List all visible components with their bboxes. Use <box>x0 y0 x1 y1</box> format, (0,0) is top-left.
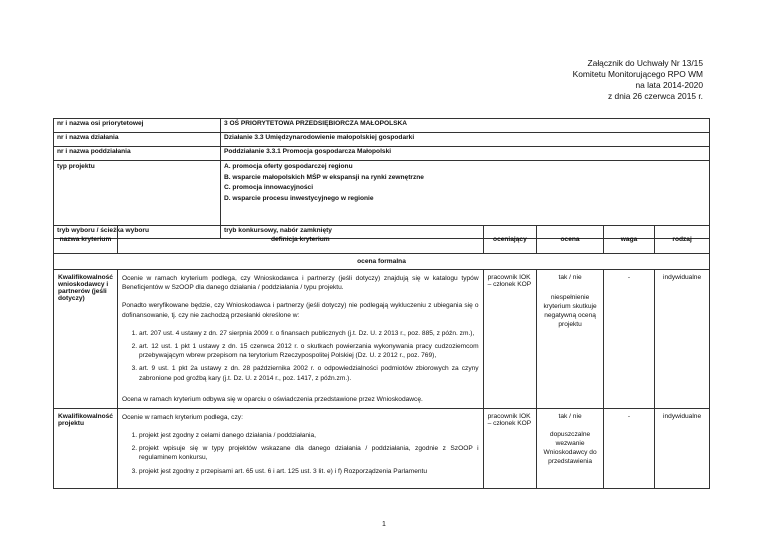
definition-paragraph: Ocenie w ramach kryterium podlega, czy: <box>121 413 243 421</box>
project-type-item: B. wsparcie małopolskich MŚP w ekspansji na rynki zewnętrzne <box>224 173 424 181</box>
meta-value: Poddziałanie 3.3.1 Promocja gospodarcza Małopolski <box>221 147 710 161</box>
col-header-nazwa: nazwa kryterium <box>54 226 118 254</box>
criterion-type: indywidualne <box>655 408 710 488</box>
col-header-rodzaj: rodzaj <box>655 226 710 254</box>
col-header-oceniajacy: oceniający <box>483 226 537 254</box>
evaluator: pracownik IOK – członek KOP <box>483 270 537 409</box>
meta-row-dzialanie <box>54 133 710 147</box>
assessment-value: tak / nie <box>558 274 582 281</box>
criterion-definition <box>117 408 483 488</box>
list-item: 3. projekt jest zgodny z przepisami art. 65 ust. 6 i art. 125 ust. 3 lit. e) i f) Rozporządzenia Parlamentu <box>139 467 479 476</box>
meta-label: nr i nazwa działania <box>54 133 221 147</box>
meta-label: typ projektu <box>54 161 221 226</box>
col-header-ocena: ocena <box>537 226 604 254</box>
assessment <box>537 408 604 488</box>
definition-list <box>122 431 479 476</box>
definition-note: Ocena w ramach kryterium odbywa się w oparciu o oświadczenia przedstawione przez Wnioskodawcę. <box>121 395 423 403</box>
assessment-note: dopuszczalne wezwanie Wnioskodawcy do przedstawienia <box>543 430 597 465</box>
meta-value: tryb konkursowy, nabór zamknięty <box>221 226 710 239</box>
criterion-name: Kwalifikowalność projektu <box>54 408 118 488</box>
criterion-definition <box>117 270 483 409</box>
page-number: 1 <box>382 521 386 528</box>
header-line-3: na lata 2014-2020 <box>635 80 703 90</box>
meta-row-os <box>54 119 710 133</box>
project-type-item: A. promocja oferty gospodarczej regionu <box>224 163 353 170</box>
criterion-type: indywidualne <box>655 270 710 409</box>
list-item: 2. projekt wpisuje się w typy projektów wskazane dla danego działania / poddziałania, zgodnie z SzOOP i regulaminem konkursu, <box>139 444 479 462</box>
assessment-note: niespełnienie kryterium skutkuje negatywną oceną projektu <box>543 294 597 328</box>
meta-row-typ <box>54 161 710 226</box>
project-type-item: C. promocja innowacyjności <box>224 184 314 192</box>
weight: - <box>603 270 654 409</box>
list-item: 3. art. 9 ust. 1 pkt 2a ustawy z dn. 28 października 2002 r. o odpowiedzialności podmiotów zbiorowych za czyny zabronione pod groźbą kary (j.t. Dz. U. z 2014 r., poz. 1417, z późn.zm.). <box>139 364 479 382</box>
table-row <box>54 408 710 488</box>
criteria-table <box>53 225 710 489</box>
evaluator: pracownik IOK – członek KOP <box>483 408 537 488</box>
meta-value: Działanie 3.3 Umiędzynarodowienie małopolskiej gospodarki <box>221 133 710 147</box>
list-item: 1. art. 207 ust. 4 ustawy z dn. 27 sierpnia 2009 r. o finansach publicznych (j.t. Dz. U. z 2013 r., poz. 885, z późn. zm.), <box>139 329 479 338</box>
meta-label: nr i nazwa osi priorytetowej <box>54 119 221 133</box>
meta-row-poddzialanie <box>54 147 710 161</box>
criterion-name: Kwalifikowalność wnioskodawcy i partnerów (jeśli dotyczy) <box>54 270 118 409</box>
definition-paragraph: Ponadto weryfikowane będzie, czy Wnioskodawca i partnerzy (jeśli dotyczy) nie podlegają wykluczeniu z ubiegania się o dofinansowanie, tj. czy nie zachodzą przesłanki określone w: <box>121 302 479 319</box>
criteria-header-row <box>54 226 710 254</box>
section-row <box>54 254 710 270</box>
meta-label: tryb wyboru / ścieżka wyboru <box>54 226 221 239</box>
header-line-4: z dnia 26 czerwca 2015 r. <box>608 91 703 101</box>
header-line-2: Komitetu Monitorującego RPO WM <box>572 69 703 79</box>
assessment <box>537 270 604 409</box>
project-meta-table <box>53 118 710 239</box>
col-header-definicja: definicja kryterium <box>117 226 483 254</box>
project-type-item: D. wsparcie procesu inwestycyjnego w regionie <box>224 194 374 202</box>
col-header-waga: waga <box>603 226 654 254</box>
definition-list <box>122 329 479 383</box>
project-type-list <box>221 161 710 226</box>
meta-label: nr i nazwa poddziałania <box>54 147 221 161</box>
assessment-value: tak / nie <box>558 412 582 420</box>
attachment-header <box>573 58 703 102</box>
section-title: ocena formalna <box>54 254 710 270</box>
weight: - <box>603 408 654 488</box>
list-item: 2. art. 12 ust. 1 pkt 1 ustawy z dn. 15 czerwca 2012 r. o skutkach powierzania wykonywania pracy cudzoziemcom przebywającym wbrew przepisom na terytorium Rzeczypospolitej Polskiej (Dz. U. z 2012 r., poz. 769), <box>139 342 479 360</box>
definition-paragraph: Ocenie w ramach kryterium podlega, czy Wnioskodawca i partnerzy (jeśli dotyczy) znajdują się w katalogu typów Beneficjentów w SzOOP dla danego działania / poddziałania / typu projektu. <box>121 275 479 292</box>
header-line-1: Załącznik do Uchwały Nr 13/15 <box>587 58 703 68</box>
meta-value: 3 OŚ PRIORYTETOWA PRZEDSIĘBIORCZA MAŁOPOLSKA <box>221 119 710 133</box>
list-item: 1. projekt jest zgodny z celami danego działania / poddziałania, <box>139 431 479 440</box>
table-row <box>54 270 710 409</box>
